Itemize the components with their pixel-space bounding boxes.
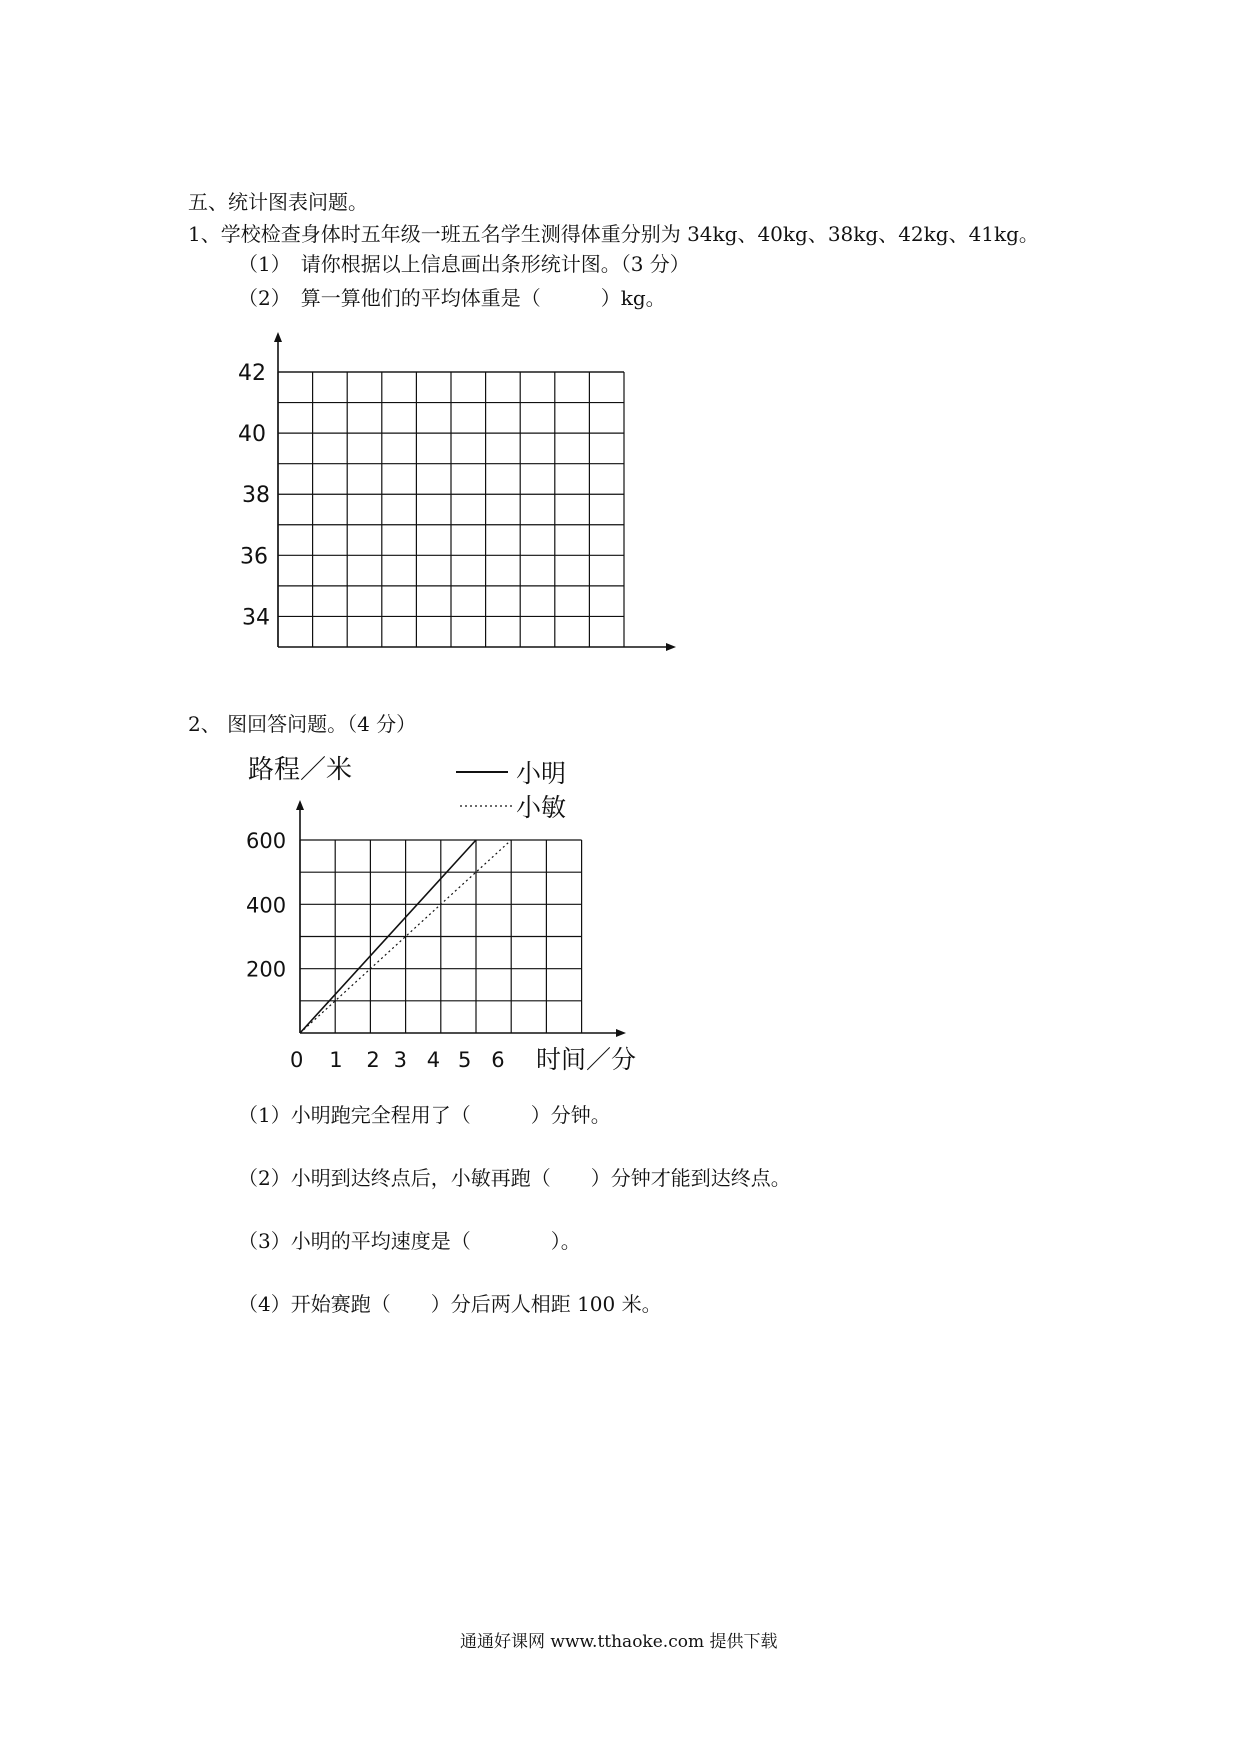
y-axis-arrow (296, 800, 304, 810)
y-tick-label: 600 (246, 829, 287, 853)
q2-sub1: （1）小明跑完全程用了（ ）分钟。 (238, 1103, 611, 1127)
x-tick-label: 5 (458, 1048, 472, 1072)
legend-label-xiaoming: 小明 (516, 759, 567, 788)
y-tick-label: 400 (246, 893, 287, 918)
x-tick-label: 0 (290, 1048, 304, 1072)
section-heading: 五、统计图表问题。 (188, 190, 368, 214)
footer-text: 通通好课网 www.tthaoke.com 提供下载 (460, 1632, 778, 1652)
y-tick-label: 34 (242, 605, 270, 631)
x-tick-label: 2 (366, 1048, 380, 1072)
x-axis-arrow (616, 1029, 626, 1037)
x-tick-label: 4 (426, 1048, 441, 1072)
y-tick-label: 200 (246, 957, 287, 982)
x-tick-label: 3 (393, 1048, 407, 1072)
q1-sub1: （1） 请你根据以上信息画出条形统计图。（3 分） (238, 252, 690, 276)
q2-text: 2、 图回答问题。（4 分） (188, 712, 417, 736)
x-tick-label: 1 (329, 1048, 343, 1072)
y-tick-label: 40 (238, 422, 266, 448)
q1-text: 1、学校检查身体时五年级一班五名学生测得体重分别为 34kg、40kg、38kg、42kg、41kg。 (188, 222, 1039, 246)
x-axis-label: 时间／分 (536, 1045, 637, 1074)
q2-sub2: （2）小明到达终点后，小敏再跑（ ）分钟才能到达终点。 (238, 1166, 791, 1190)
x-tick-label: 6 (491, 1048, 505, 1072)
y-axis-label: 路程／米 (248, 755, 353, 785)
y-tick-label: 38 (242, 483, 270, 509)
q2-sub4: （4）开始赛跑（ ）分后两人相距 100 米。 (238, 1292, 662, 1316)
y-tick-label: 42 (238, 361, 266, 386)
q1-sub2: （2） 算一算他们的平均体重是（ ）kg。 (238, 286, 666, 310)
legend-label-xiaomin: 小敏 (516, 793, 567, 822)
q2-sub3: （3）小明的平均速度是（ ）。 (238, 1229, 581, 1253)
y-tick-label: 36 (240, 544, 268, 570)
